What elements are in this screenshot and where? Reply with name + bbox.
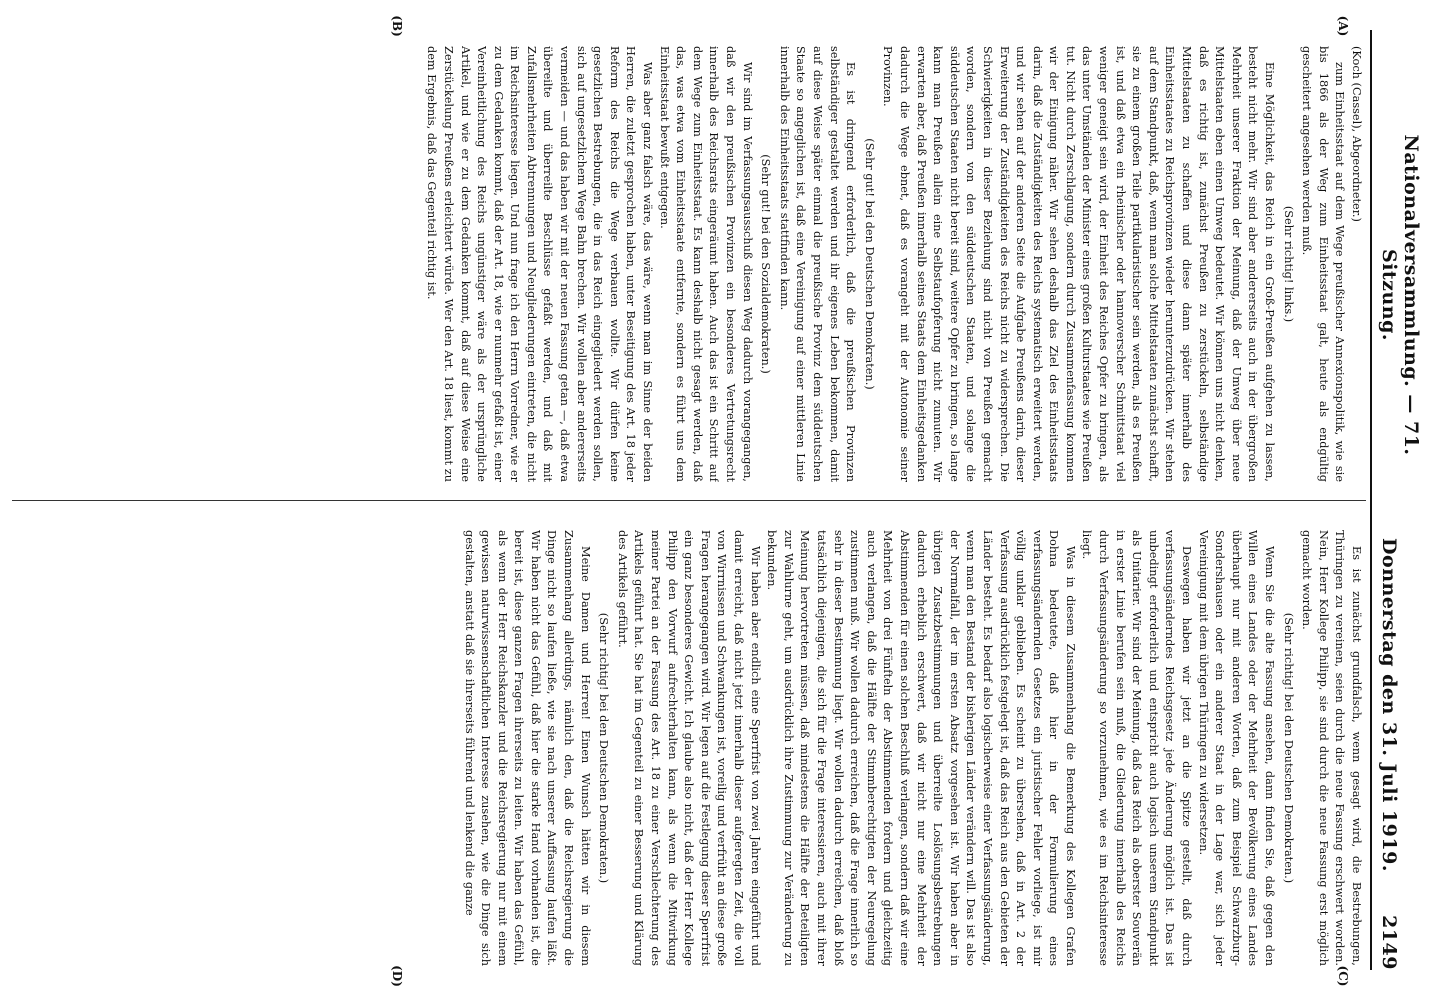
interjection: (Sehr richtig! links.) xyxy=(1281,205,1295,323)
header-rule xyxy=(1370,30,1372,970)
paragraph: Was aber ganz falsch wäre, das wäre, wenn man im Sinne der beiden Herren, die zuletzt gesprochen haben, unter Beseitigung des Art. 18 jeder Reform des Reichs die Wege verbauen wollte. Wir dürfen keine gesetzlichen Bestrebungen, die in das Reich eingegliedert werden sollen, sich auf ungesetzlichem Wege Bahn brechen. Wir wollen aber andererseits vermeiden — und das haben wir mit der neuen Fassung getan —, daß etwa übereilte und überreilte Beschlüsse gefaßt werden, und daß mit Zufallsmehrheiten Abtrennungen und Neugliederungen eintreten, die nicht im Reichsinteresse liegen. Und nun frage ich den Herrn Vorredner, wie er zu dem Gedanken kommt, daß der Art. 18, wie er nunmehr gefaßt ist, einer Vereinheitlichung des Reichs ungünstiger wäre als der ursprüngliche Artikel, und wie er zu dem Gedanken kommt, daß auf diese Weise eine Zerstückelung Preußens erleichtert würde. Wer den Art. 18 liest, kommt zu dem Ergebnis, daß das Gegenteil richtig ist. xyxy=(425,46,655,482)
paragraph: Deswegen haben wir jetzt an die Spitze gestellt, daß durch verfassungsänderndes Reichsgesetz jede Änderung möglich ist. Das ist unbedingt erforderlich und entspricht auch logisch unserem Standpunkt als Unitarier. Wir sind der Meinung, daß das Reich als oberster Souverän in erster Linie berufen sein muß, die Gliederung innerhalb des Reichs durch Verfassungsänderung so vorzunehmen, wie es im Reichsinteresse liegt. xyxy=(1080,530,1194,966)
paragraph: Wir sind im Verfassungsausschuß diesen Weg dadurch vorangegangen, daß wir den preußischen Provinzen ein besonderes Vertretungsrecht innerhalb des Reichsrats eingeräumt haben. Auch das ist ein Schritt auf dem Wege zum Einheitsstaat. Es kann deshalb nicht gesagt werden, daß das, was etwa vom Einheitsstaate entfernte, sondern es führt uns dem Einheitsstaat bewußt entgegen. xyxy=(657,46,754,482)
margin-marker-b: (B) xyxy=(390,15,404,37)
margin-marker-d: (D) xyxy=(390,965,404,987)
paragraph: Es ist zunächst grundfalsch, wenn gesagt wird, die Bestrebungen, Thüringen zu vereinen, seien durch die neue Fassung erschwert worden. Nein, Herr Kollege Philipp, sie sind durch die neue Fassung erst möglich gemacht worden. xyxy=(1300,530,1363,966)
paragraph: Es ist dringend erforderlich, daß die preußischen Provinzen selbständiger gestaltet werden und ihr eigenes Leben bekommen, damit auf diese Weise später einmal die preußische Provinz dem süddeutschen Staate so angeglichen ist, daß eine Vereinigung auf einer mittleren Linie innerhalb des Einheitsstaats stattfinden kann. xyxy=(777,46,858,482)
paragraph: Wenn Sie die alte Fassung ansehen, dann finden Sie, daß gegen den Willen eines Landes oder der Mehrheit der Bevölkerung eines Landes überhaupt nur mit anderen Worten, daß zum Beispiel Schwarzburg-Sondershausen oder ein anderer Staat in der Lage war, sich jeder Vereinigung mit dem übrigen Thüringen zu widersetzen. xyxy=(1196,530,1277,966)
interjection: (Sehr richtig! bei den Deutschen Demokraten.) xyxy=(597,612,611,884)
paragraph: Eine Möglichkeit, das Reich in ein Groß-Preußen aufgehen zu lassen, besteht nicht mehr. Wir sind aber andererseits auch in der übergroßen Mehrheit unserer Fraktion der Meinung, daß der Umweg über neue Mittelstaaten eben einen Umweg bedeutet. Wir können uns nicht denken, daß es richtig ist, zunächst Preußen zu zerstückeln, selbständige Mittelstaaten zu schaffen und diese dann später innerhalb des Einheitsstaates zu Reichsprovinzen wieder herunterzudrücken. Wir stehen auf dem Standpunkt, daß, wenn man solche Mittelstaaten zunächst schafft, sie zu einem großen Teile partikularistischer sein werden, als es Preußen ist, und daß etwa ein rheinischer oder hannoverscher Schmittstaat viel weniger geneigt sein wird, der Einheit des Reiches Opfer zu bringen, als das unter Umständen der Minister eines großen Kulturstaates wie Preußen tut. Nicht durch Zerschlagung, sondern durch Zusammenfassung kommen wir der Einigung näher. Wir sehen deshalb das Ziel des Einheitsstaats darin, daß die Zuständigkeiten des Reichs systematisch erweitert werden, und wir sehen auf der anderen Seite die Aufgabe Preußens darin, dieser Erweiterung der Zuständigkeiten des Reichs nicht zu widersprechen. Die Schwierigkeiten in dieser Beziehung sind nicht von Preußen gemacht worden, sondern von den süddeutschen Staaten, und solange die süddeutschen Staaten nicht bereit sind, weitere Opfer zu bringen, so lange kann man Preußen allein eine Selbstaufopferung nicht zumuten. Wir erwarten aber, daß Preußen innerhalb seines Staats dem Einheitsgedanken dadurch die Wege ebnet, daß es vorangeht mit der Autonomie seiner Provinzen. xyxy=(881,46,1277,482)
margin-marker-c: (C) xyxy=(1336,965,1350,987)
speaker-line: (Koch (Cassel), Abgeordneter.) xyxy=(1350,46,1363,222)
paragraph: Was in diesem Zusammenhang die Bemerkung des Kollegen Grafen Dohna bedeutete, daß hier in der Formulierung eines verfassungsändernden Gesetzes ein juristischer Fehler vorliege, ist mir völlig unklar geblieben. Es scheint zu übersehen, daß in Art. 2 der Verfassung ausdrücklich festgelegt ist, daß das Reich aus den Gebieten der Länder besteht. Es bedarf also logischerweise einer Verfassungsänderung, wenn man den Bestand der bisherigen Länder verändern will. Das ist also der Normalfall, der im ersten Absatz vorgesehen ist. Wir haben aber in übrigen Zusatzbestimmungen und überreilte Loslösungsbestrebungen dadurch erheblich erschwert, daß wir nicht nur eine Mehrheit der Abstimmenden für einen solchen Beschluß verlangen, sondern daß wir eine Mehrheit von drei Fünfteln der Abstimmenden fordern und gleichzeitig auch verlangen, daß die Hälfte der Stimmberechtigten der Neuregelung zustimmen muß. Wir wollen dadurch erreichen, daß die Frage innerlich so sehr in dieser Bestimmung liegt. Wir wollen dadurch erreichen, daß bloß tatsächlich diejenigen, die sich für die Frage interessieren, auch mit ihrer Meinung hervortreten müssen, daß mindestens die Hälfte der Beteiligten zur Wahlurne geht, um ausdrücklich ihre Zustimmung zur Veränderung zu bekunden. xyxy=(765,530,1077,966)
margin-marker-a: (A) xyxy=(1336,15,1350,37)
page-number: 2149 xyxy=(1378,915,1400,970)
page-header xyxy=(1378,30,1422,970)
interjection: (Sehr richtig! bei den Deutschen Demokraten.) xyxy=(1281,612,1295,884)
paragraph: Meine Damen und Herren! Einen Wunsch hätten wir in diesem Zusammenhang allerdings, nämlich den, daß die Reichsregierung die Dinge nicht so laufen ließe, wie sie nach unserer Auffassung laufen läßt. Wir haben nicht das Gefühl, daß hier die starke Hand vorhanden ist, die bereit ist, diese ganzen Fragen ihrerseits zu leiten. Wir haben das Gefühl, als wenn der Herr Reichskanzler und die Reichsregierung nur mit einem gewissen naturwissenschaftlichen Interesse zusehen, wie die Dinge sich gestalten, anstatt daß sie ihrerseits führend und lenkend die ganze xyxy=(462,530,592,966)
right-column xyxy=(10,530,1364,966)
interjection: (Sehr gut! bei den Sozialdemokraten.) xyxy=(759,154,773,374)
column-divider xyxy=(12,500,1366,501)
header-left-title: Nationalversammlung. — 71. Sitzung. xyxy=(1378,134,1422,456)
paragraph: zum Einheitsstaat auf dem Wege preußischer Annexionspolitik, wie sie bis 1866 als der Weg zum Einheitsstaat galt, heute als endgültig gescheitert angesehen werden muß. xyxy=(1300,46,1347,482)
header-right-title: Donnerstag den 31. Juli 1919. xyxy=(1378,538,1400,872)
paragraph: Wir haben aber endlich eine Sperrfrist von zwei Jahren eingeführt und damit erreicht, daß nicht jetzt innerhalb dieser aufgeregten Zeit, die voll von Wirrnissen und Schwankungen ist, voreilig und verfrüht an diese große Fragen herangegangen wird. Wir legen auf die Festlegung dieser Sperrfrist ein ganz besonderes Gewicht. Ich glaube also nicht, daß der Herr Kollege Philipp den Vorwurf aufrechterhalten kann, als wenn die Mitwirkung meiner Partei an der Fassung des Art. 18 zu einer Verschlechterung des Artikels geführt hat. Sie hat im Gegenteil zu einer Besserung und Klärung des Artikels geführt. xyxy=(615,530,762,966)
left-column xyxy=(10,46,1364,482)
interjection: (Sehr gut! bei den Deutschen Demokraten.) xyxy=(862,138,876,390)
